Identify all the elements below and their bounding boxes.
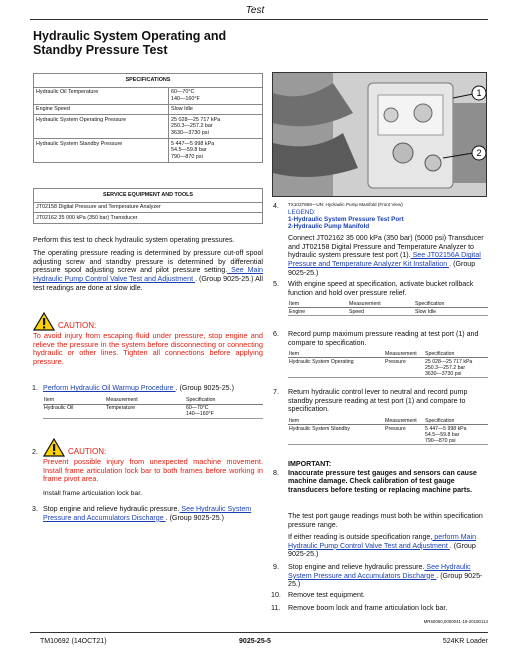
footer-manual: TM10692 (14OCT21) bbox=[40, 638, 107, 645]
spec-value: 25 028—25 717 kPa 250.3—257.2 bar 3630—3730 psi bbox=[169, 115, 263, 139]
spec-label: Hydraulic System Operating Pressure bbox=[34, 115, 169, 139]
tool-row: JT02162 35 000 kPa (350 bar) Transducer bbox=[34, 213, 263, 224]
reference-code: MR50060,0000041-19-20180114 bbox=[423, 619, 488, 624]
specifications-table bbox=[33, 73, 263, 163]
warning-icon bbox=[33, 312, 55, 331]
description-paragraph: The operating pressure reading is determined by pressure cut-off spool adjusting screw and standby pressure is determined by differential pressure spool adjusting screw and pilot pressure setting. See Main Hydraulic Pump Control Valve Test and Adjustment . (Group 9025-25.) All test readings are done at slow idle. bbox=[33, 249, 263, 292]
step-11: 11. Remove boom lock and frame articulation lock bar. bbox=[271, 604, 448, 612]
warning-icon bbox=[43, 438, 65, 457]
header-divider bbox=[30, 19, 488, 20]
pressure-discharge-link[interactable]: See Hydraulic System Pressure and Accumulators Discharge bbox=[43, 505, 252, 522]
legend bbox=[288, 209, 488, 230]
step-2-text: Install frame articulation lock bar. bbox=[43, 490, 142, 498]
important-text: Inaccurate pressure test gauges and sensors can cause machine damage. Check calibration of test gauge transducers before testing or replacing machine parts. bbox=[288, 468, 477, 495]
step-8-note: The test port gauge readings must both be within specification pressure range. bbox=[288, 512, 483, 529]
tools-table bbox=[33, 188, 263, 224]
caution-label: CAUTION: bbox=[68, 447, 107, 457]
footer-model: 524KR Loader bbox=[442, 638, 488, 645]
step-5: 5. With engine speed at specification, activate bucket rollback function and hold over pressure relief. Item Measurement Specification Engine Speed Slow Idle bbox=[288, 280, 488, 316]
step-9: 9. Stop engine and relieve hydraulic pressure. See Hydraulic System Pressure and Accumulators Discharge . (Group 9025-25.) bbox=[273, 563, 483, 589]
figure-caption: TX1037869—UN: Hydraulic Pump Manifold (Front View) bbox=[288, 202, 403, 207]
caution-block bbox=[33, 312, 263, 367]
step-7: 7. Return hydraulic control lever to neutral and record pump standby pressure reading at test port (1) and compare to specification. Item Measurement Specification Hydraulic System Standby Pressure 5 447—5 998 kPa 54.5—59.8 bar 790—870 psi bbox=[288, 388, 488, 445]
callout-2: 2 bbox=[476, 148, 482, 158]
step-5-table: Item Measurement Specification Engine Speed Slow Idle bbox=[288, 300, 488, 316]
spec-label: Hydraulic System Standby Pressure bbox=[34, 139, 169, 163]
step-3: 3. Stop engine and relieve hydraulic pressure. See Hydraulic System Pressure and Accumulators Discharge . (Group 9025-25.) bbox=[32, 505, 252, 522]
step-8-note-2: If either reading is outside specification range, perform Main Hydraulic Pump Control Valve Test and Adjustment . (Group 9025-25.) bbox=[288, 533, 477, 559]
caution-text: Prevent possible injury from unexpected machine movement. Install frame articulation lock bar to both frames before working in frame pivot area. bbox=[43, 457, 263, 484]
caution-label: CAUTION: bbox=[58, 321, 97, 331]
legend-label: LEGEND: bbox=[288, 209, 316, 216]
step-4-text: Connect JT02162 35 000 kPa (350 bar) (5000 psi) Transducer and JT02158 Digital Pressure and Temperature Analyzer to hydraulic system pressure test port (1). See JT02156A Digital Pressure and Temperature Analyzer Kit Installation . (Group 9025-25.) bbox=[288, 234, 484, 277]
spec-value: 5 447—5 998 kPa 54.5—59.8 bar 790—870 psi bbox=[169, 139, 263, 163]
footer-page-number: 9025-25-5 bbox=[239, 638, 271, 645]
step-1-table: Item Measurement Specification Hydraulic Oil Temperature 60—70°C 140—160°F bbox=[43, 397, 263, 419]
tools-heading: SERVICE EQUIPMENT AND TOOLS bbox=[34, 189, 263, 203]
tool-row: JT02158 Digital Pressure and Temperature Analyzer bbox=[34, 202, 263, 213]
specifications-heading: SPECIFICATIONS bbox=[34, 74, 263, 88]
spec-label: Engine Speed bbox=[34, 104, 169, 115]
pump-control-valve-link-2[interactable]: perform Main Hydraulic Pump Control Valve Test and Adjustment bbox=[288, 533, 477, 550]
oil-warmup-link[interactable]: Perform Hydraulic Oil Warmup Procedure bbox=[43, 384, 176, 392]
step-1: 1. Perform Hydraulic Oil Warmup Procedure . (Group 9025-25.) Item Measurement Specification Hydraulic Oil Temperature 60—70°C 140—160°F bbox=[43, 384, 263, 419]
important-label: IMPORTANT: bbox=[288, 460, 332, 468]
header-section: Test bbox=[245, 5, 265, 16]
legend-item: 2-Hydraulic Pump Manifold bbox=[288, 223, 370, 230]
important-block: IMPORTANT: 8. Inaccurate pressure test gauges and sensors can cause machine damage. Check calibration of test gauge transducers before testing or replacing machine parts. bbox=[288, 460, 488, 495]
pump-control-valve-link[interactable]: See Main Hydraulic Pump Control Valve Test and Adjustment bbox=[33, 266, 263, 284]
callout-1: 1 bbox=[476, 88, 482, 98]
spec-value: 60—70°C 140—160°F bbox=[169, 87, 263, 104]
step-2: 2. CAUTION: Prevent possible injury from unexpected machine movement. Install frame articulation lock bar to both frames before working in frame pivot area. Install frame articulation lock bar. bbox=[43, 438, 263, 499]
step-6-table: Item Measurement Specification Hydraulic System Operating Pressure 25 028—25 717 kPa 250.3—257.2 bar 3630—3730 psi bbox=[288, 350, 488, 378]
legend-item: 1-Hydraulic System Pressure Test Port bbox=[288, 216, 404, 223]
step-6: 6. Record pump maximum pressure reading at test port (1) and compare to specification. Item Measurement Specification Hydraulic System Operating Pressure 25 028—25 717 kPa 250.3—257.2 bar 3630—3730 psi bbox=[288, 330, 488, 378]
intro-text: Perform this test to check hydraulic system operating pressures. bbox=[33, 236, 235, 244]
pump-manifold-photo bbox=[272, 72, 487, 197]
step-7-table: Item Measurement Specification Hydraulic System Standby Pressure 5 447—5 998 kPa 54.5—59.8 bar 790—870 psi bbox=[288, 417, 488, 445]
page-title: Hydraulic System Operating and Standby Pressure Test bbox=[33, 29, 227, 57]
step-10: 10. Remove test equipment. bbox=[271, 591, 365, 599]
spec-value: Slow Idle bbox=[169, 104, 263, 115]
analyzer-kit-link[interactable]: See JT02156A Digital Pressure and Temperature Analyzer Kit Installation bbox=[288, 251, 481, 269]
caution-text: To avoid injury from escaping fluid under pressure, stop engine and relieve the pressure in the system before disconnecting or connecting hydraulic or other lines. Tighten all connections before applying pressure. bbox=[33, 331, 263, 367]
pressure-discharge-link-2[interactable]: See Hydraulic System Pressure and Accumulators Discharge bbox=[288, 563, 471, 580]
spec-label: Hydraulic Oil Temperature bbox=[34, 87, 169, 104]
footer-divider bbox=[30, 632, 488, 633]
